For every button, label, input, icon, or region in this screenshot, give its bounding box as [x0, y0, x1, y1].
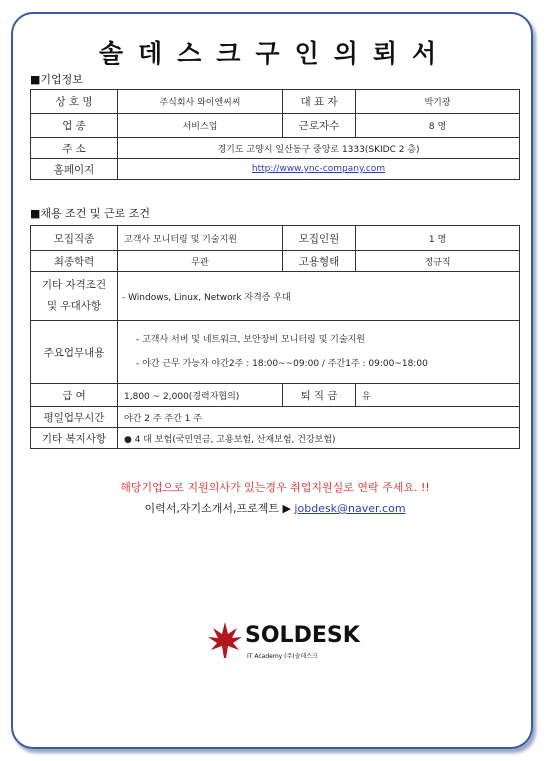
logo-name: SOLDESK — [245, 623, 360, 648]
weekday-hours-value: 야간 2 주 주간 1 주 — [118, 407, 520, 428]
duty-line-1: - 고객사 서버 및 네트워크, 보안장비 모니터링 및 기술지원 — [136, 335, 365, 345]
contact-line — [0, 500, 550, 516]
qualification-value: - Windows, Linux, Network 자격증 우대 — [118, 272, 520, 321]
company-name-label: 상 호 명 — [31, 90, 118, 114]
contact-email-link[interactable]: jobdesk@naver.com — [294, 502, 406, 515]
ceo-label: 대 표 자 — [283, 90, 356, 114]
headcount-label: 모집인원 — [283, 226, 356, 251]
employees-value: 8 명 — [356, 114, 520, 138]
duty-line-2: - 야간 근무 가능자 야간2주 : 18:00~~09:00 / 주간1주 : 09:00~18:00 — [136, 359, 428, 369]
welfare-value: ● 4 대 보험(국민연금, 고용보험, 산재보험, 건강보험) — [118, 428, 520, 449]
company-info-heading: ■기업정보 — [30, 73, 83, 86]
leaf-logo-icon — [207, 620, 243, 660]
employment-value: 정규직 — [356, 251, 520, 272]
address-label: 주 소 — [31, 138, 118, 159]
conditions-table — [30, 225, 520, 449]
homepage-link[interactable]: http://www.ync-company.com — [251, 164, 386, 174]
qualification-label — [31, 272, 118, 321]
apply-notice: 해당기업으로 지원의사가 있는경우 취업지원실로 연락 주세요. !! — [120, 481, 430, 494]
contact-prefix: 이력서,자기소개서,프로젝트 ▶ — [144, 502, 295, 515]
industry-label: 업 종 — [31, 114, 118, 138]
duty-value — [118, 321, 520, 384]
address-value: 경기도 고양시 일산동구 중앙로 1333(SKIDC 2 층) — [118, 138, 520, 159]
company-name-value: 주식회사 와이엔씨씨 — [118, 90, 283, 114]
duty-label: 주요업무내용 — [31, 321, 118, 384]
logo-subtitle: IT Academy (주)솔데스크 — [247, 653, 318, 660]
welfare-label: 기타 복지사항 — [31, 428, 118, 449]
salary-label: 급 여 — [31, 384, 118, 407]
education-label: 최종학력 — [31, 251, 118, 272]
severance-label: 퇴 직 금 — [283, 384, 356, 407]
homepage-label: 홈페이지 — [31, 159, 118, 180]
education-value: 무관 — [118, 251, 283, 272]
qualification-label-line-1: 기타 자격조건 — [41, 279, 107, 291]
homepage-cell — [118, 159, 520, 180]
employees-label: 근로자수 — [283, 114, 356, 138]
employment-label: 고용형태 — [283, 251, 356, 272]
headcount-value: 1 명 — [356, 226, 520, 251]
salary-value: 1,800 ~ 2,000(경력자협의) — [118, 384, 283, 407]
industry-value: 서비스업 — [118, 114, 283, 138]
conditions-heading: ■채용 조건 및 근로 조건 — [30, 207, 151, 220]
document-title: 솔데스크구인의뢰서 — [98, 39, 452, 68]
company-info-table — [30, 89, 520, 180]
soldesk-logo — [207, 620, 360, 664]
severance-value: 유 — [356, 384, 520, 407]
weekday-hours-label: 평일업무시간 — [31, 407, 118, 428]
job-label: 모집직종 — [31, 226, 118, 251]
job-value: 고객사 모니터링 및 기술지원 — [118, 226, 283, 251]
ceo-value: 박기광 — [356, 90, 520, 114]
qualification-label-line-2: 및 우대사항 — [46, 300, 102, 312]
